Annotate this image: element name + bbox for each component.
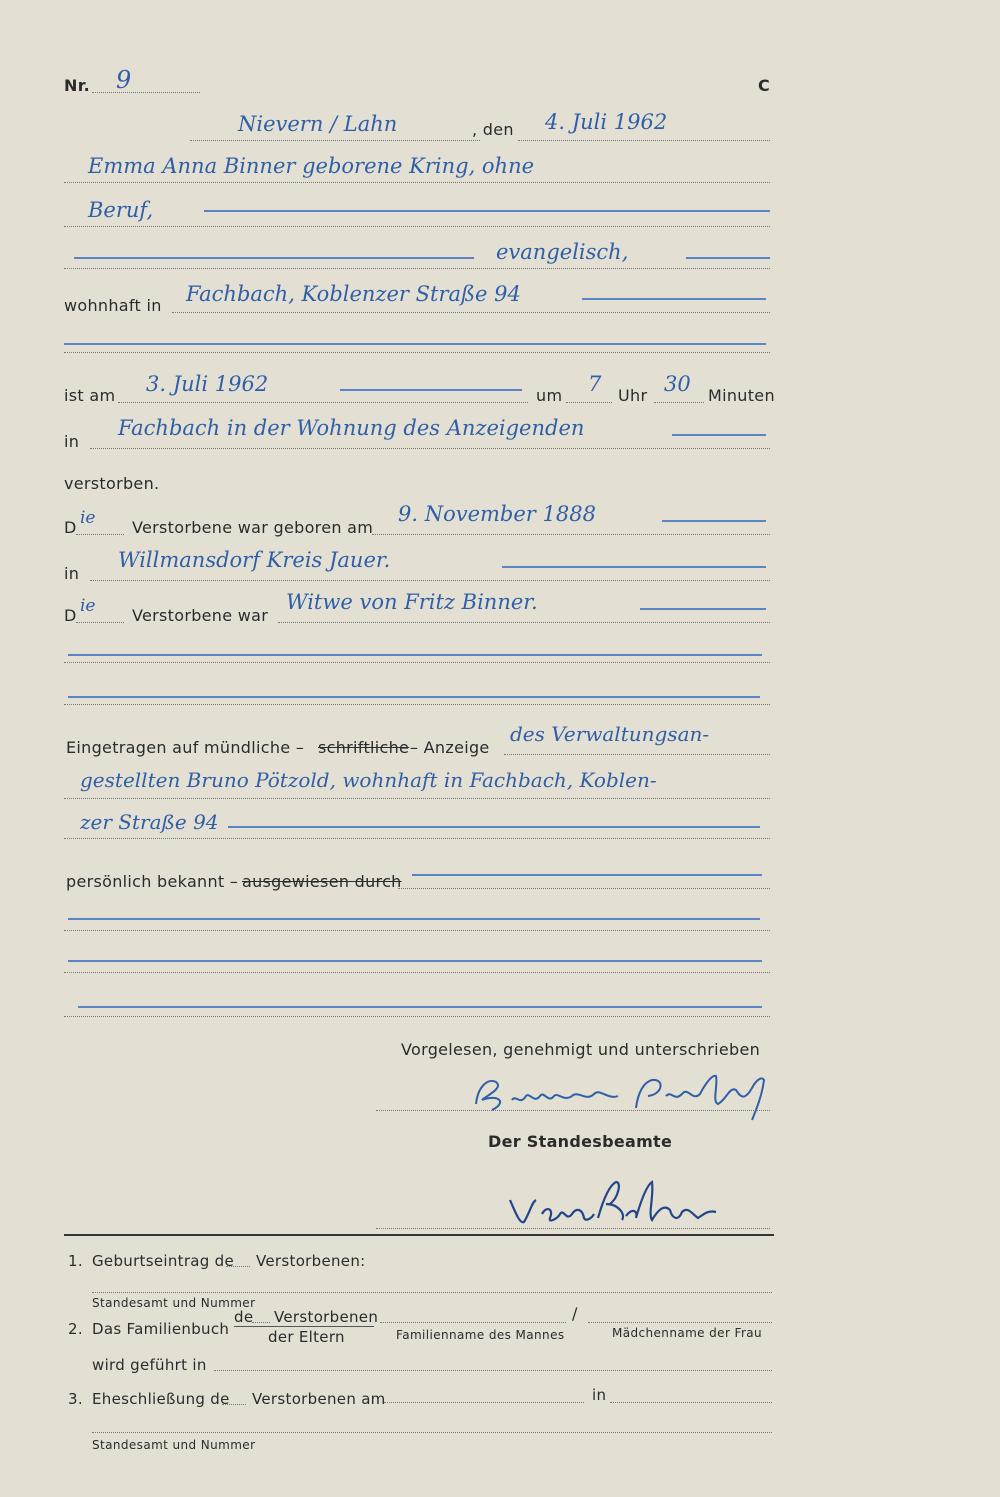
registration-line-3: zer Straße 94 — [80, 810, 219, 834]
item3-place-dotted-line — [610, 1402, 772, 1403]
fill-line — [502, 566, 766, 568]
item3-dotted-line-2 — [92, 1432, 772, 1433]
item2-label: Das Familienbuch — [92, 1320, 230, 1338]
status-d-prefix: D — [64, 606, 77, 625]
fill-line — [640, 608, 766, 610]
death-minutes: 30 — [664, 372, 691, 396]
um-label: um — [536, 386, 563, 405]
fill-line — [78, 1006, 762, 1008]
religion-dotted-line — [64, 268, 770, 269]
fill-line — [228, 826, 760, 828]
death-date-dotted-line — [118, 402, 528, 403]
slash: / — [572, 1304, 578, 1323]
schriftliche-struck: schriftliche — [318, 738, 410, 757]
official-signature — [502, 1174, 722, 1234]
identity-dotted-line — [398, 888, 770, 889]
item2-eltern: der Eltern — [268, 1328, 345, 1346]
date-dotted-line — [518, 140, 770, 141]
place-value: Nievern / Lahn — [238, 112, 398, 136]
place-dotted-line — [190, 140, 480, 141]
fill-line — [68, 654, 762, 656]
fill-line — [662, 520, 766, 522]
registration-dotted-line-3 — [64, 838, 770, 839]
maedchenname-dotted-line — [588, 1322, 772, 1323]
anzeige-label: – Anzeige — [410, 738, 490, 757]
ausgewiesen-struck: ausgewiesen durch — [242, 872, 402, 891]
vorgelesen-text: Vorgelesen, genehmigt und unterschrieben — [401, 1040, 761, 1059]
wohnhaft-dotted-line — [172, 312, 770, 313]
gefuehrt-label: wird geführt in — [92, 1356, 207, 1374]
person-occupation: Beruf, — [88, 198, 154, 222]
birth-date-value: 9. November 1888 — [398, 502, 596, 526]
eingetragen-label: Eingetragen auf mündliche – — [66, 738, 305, 757]
informant-signature-line — [376, 1110, 770, 1111]
fraction-line — [234, 1326, 374, 1327]
ist-am-label: ist am — [64, 386, 116, 405]
religion-value: evangelisch, — [496, 240, 629, 264]
verstorben-label: verstorben. — [64, 474, 160, 493]
item2-de: de — [234, 1308, 254, 1326]
fill-line — [412, 874, 762, 876]
fill-line — [672, 434, 766, 436]
item3-verst: Verstorbenen am — [252, 1390, 386, 1408]
registration-line-1: des Verwaltungsan- — [510, 722, 710, 746]
registration-dotted-line-2 — [64, 798, 770, 799]
birth-d-fill: ie — [80, 508, 96, 528]
item3-dotted-line — [222, 1404, 246, 1405]
standesbeamte-label: Der Standesbeamte — [488, 1132, 673, 1151]
death-place-value: Fachbach in der Wohnung des Anzeigenden — [118, 416, 585, 440]
familienname-caption: Familienname des Mannes — [396, 1328, 565, 1342]
den-label: , den — [472, 120, 514, 139]
nr-label: Nr. — [64, 76, 90, 95]
fill-line — [686, 257, 770, 259]
death-date-value: 3. Juli 1962 — [146, 372, 269, 396]
nr-value: 9 — [116, 66, 132, 94]
death-in-label: in — [64, 432, 80, 451]
date-value: 4. Juli 1962 — [545, 110, 668, 134]
person-dotted-line-1 — [64, 182, 770, 183]
official-signature-line — [376, 1228, 770, 1229]
address-dotted-line-2 — [64, 352, 770, 353]
birth-d-dotted-line — [76, 534, 124, 535]
item1-dotted-line — [226, 1266, 250, 1267]
standesamt-caption-1: Standesamt und Nummer — [92, 1296, 256, 1310]
birth-place-dotted-line — [90, 580, 770, 581]
item1-dotted-line-2 — [92, 1292, 772, 1293]
birth-date-dotted-line — [372, 534, 770, 535]
item1-label: Geburtseintrag de — [92, 1252, 235, 1270]
birth-label: Verstorbene war geboren am — [132, 518, 374, 537]
fill-line — [582, 298, 766, 300]
informant-signature — [468, 1066, 778, 1126]
minutes-dotted-line — [654, 402, 704, 403]
item2-number: 2. — [68, 1320, 83, 1338]
death-hour: 7 — [588, 372, 602, 396]
status-d-dotted-line — [76, 622, 124, 623]
hour-dotted-line — [566, 402, 612, 403]
item1-number: 1. — [68, 1252, 83, 1270]
familienname-dotted-line — [380, 1322, 566, 1323]
fill-line — [68, 918, 760, 920]
fill-line — [204, 210, 770, 212]
wohnhaft-value: Fachbach, Koblenzer Straße 94 — [186, 282, 521, 306]
identity-dotted-line-2 — [64, 930, 770, 931]
birth-d-prefix: D — [64, 518, 77, 537]
identity-dotted-line-3 — [64, 972, 770, 973]
status-dotted-line — [278, 622, 770, 623]
status-value: Witwe von Fritz Binner. — [286, 590, 538, 614]
death-place-dotted-line — [90, 448, 770, 449]
identity-dotted-line-4 — [64, 1016, 770, 1017]
item3-in: in — [592, 1386, 607, 1404]
wohnhaft-label: wohnhaft in — [64, 296, 162, 315]
form-letter: C — [758, 76, 771, 95]
person-dotted-line-2 — [64, 226, 770, 227]
status-dotted-line-3 — [64, 704, 770, 705]
fill-line — [74, 257, 474, 259]
item3-date-dotted-line — [384, 1402, 584, 1403]
fill-line — [68, 960, 762, 962]
registration-line-2: gestellten Bruno Pötzold, wohnhaft in Fachbach, Koblen- — [80, 768, 657, 792]
item2-de-dotted-line — [252, 1322, 270, 1323]
maedchenname-caption: Mädchenname der Frau — [612, 1326, 763, 1340]
persoenlich-label: persönlich bekannt – — [66, 872, 239, 891]
birth-in-label: in — [64, 564, 80, 583]
birth-place-value: Willmansdorf Kreis Jauer. — [118, 548, 391, 572]
footer-separator — [64, 1234, 774, 1236]
standesamt-caption-2: Standesamt und Nummer — [92, 1438, 256, 1452]
person-name-line: Emma Anna Binner geborene Kring, ohne — [88, 154, 535, 178]
status-dotted-line-2 — [64, 662, 770, 663]
item2-verstorbenen: Verstorbenen — [274, 1308, 379, 1326]
fill-line — [340, 389, 522, 391]
fill-line — [64, 343, 766, 345]
minuten-label: Minuten — [708, 386, 775, 405]
gefuehrt-dotted-line — [214, 1370, 772, 1371]
status-label: Verstorbene war — [132, 606, 269, 625]
item3-number: 3. — [68, 1390, 83, 1408]
fill-line — [68, 696, 760, 698]
uhr-label: Uhr — [618, 386, 648, 405]
nr-dotted-line — [92, 92, 200, 93]
item1-suffix: Verstorbenen: — [256, 1252, 366, 1270]
status-d-fill: ie — [80, 596, 96, 616]
registration-dotted-line-1 — [504, 754, 770, 755]
item3-label: Eheschließung de — [92, 1390, 230, 1408]
